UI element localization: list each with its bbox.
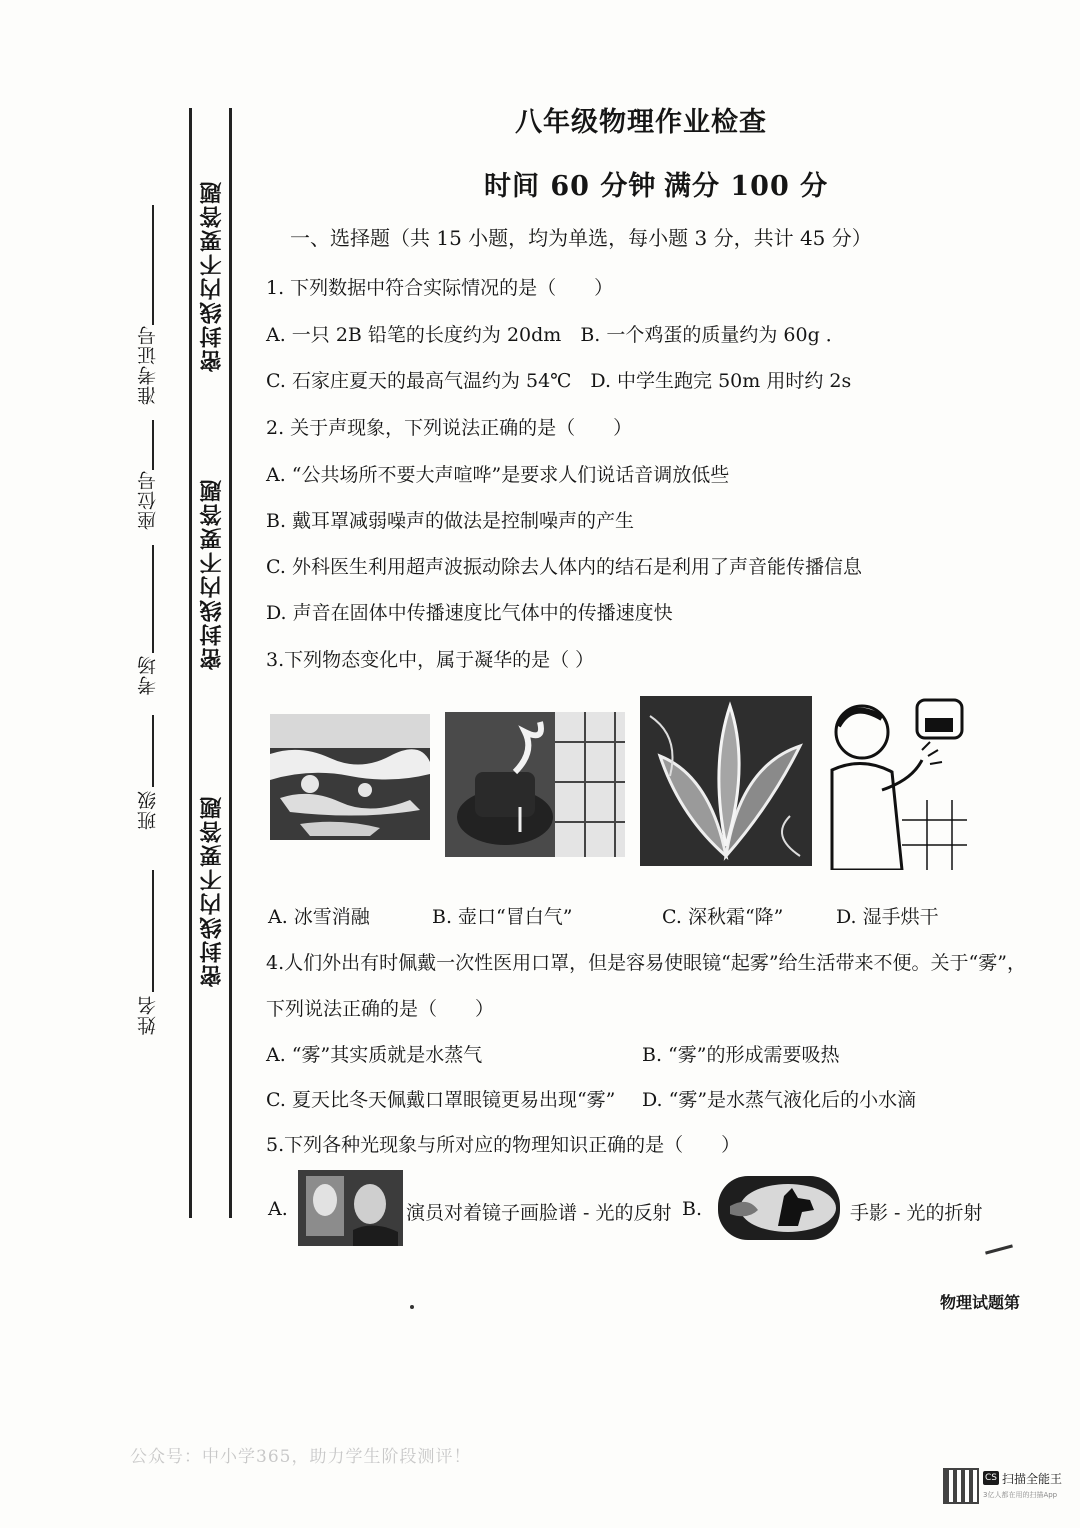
section-heading: 一、选择题（共 15 小题，均为单选，每小题 3 分，共计 45 分） [290,226,872,250]
kettle-steam-image [445,712,625,857]
scanner-badge [945,1468,1065,1506]
exam-number-label: 准考证号 [137,325,159,405]
hand-dryer-image [822,690,967,870]
q2-option-a: A. “公共场所不要大声喧哗”是要求人们说话音调放低些 [266,464,730,486]
q5-option-a-text: 演员对着镜子画脸谱 - 光的反射 [406,1202,672,1224]
page-footer: 物理试题第 [940,1293,1021,1312]
q3-option-a: A. 冰雪消融 [268,906,370,928]
seat-number-blank [152,420,154,470]
q3-option-c: C. 深秋霜“降” [662,906,784,928]
q4-stem-line1: 4.人们外出有时佩戴一次性医用口罩，但是容易使眼镜“起雾”给生活带来不便。关于“雾”， [266,952,1026,974]
q4-option-b: B. “雾”的形成需要吸热 [642,1044,840,1066]
full-score: 满分 100 分 [664,171,829,202]
hand-shadow-image [718,1176,840,1240]
q2-option-b: B. 戴耳罩减弱噪声的做法是控制噪声的产生 [266,510,635,532]
page-title: 八年级物理作业检查 [515,107,767,138]
scanner-app-name: 扫描全能王 [1002,1472,1063,1486]
frost-leaves-image [640,696,812,866]
scanner-app-tagline: 3亿人都在用的扫描App [983,1491,1058,1499]
q1-options-cd: C. 石家庄夏天的最高气温约为 54℃ D. 中学生跑完 50m 用时约 2s [266,370,852,392]
q1-stem: 1. 下列数据中符合实际情况的是（ ） [266,277,614,299]
exam-room-blank [152,545,154,653]
q4-stem-line2: 下列说法正确的是（ ） [266,998,495,1020]
q1-options-ab: A. 一只 2B 铅笔的长度约为 20dm B. 一个鸡蛋的质量约为 60g ． [266,324,845,346]
q2-option-d: D. 声音在固体中传播速度比气体中的传播速度快 [266,602,673,624]
seal-warning-2: 密封线内不要答题 [199,478,225,670]
class-blank [152,715,154,787]
melting-snow-image [270,714,430,840]
q4-option-d: D. “雾”是水蒸气液化后的小水滴 [642,1089,917,1111]
q2-stem: 2. 关于声现象，下列说法正确的是（ ） [266,417,633,439]
q3-option-d: D. 湿手烘干 [836,906,939,928]
seal-warning-1: 密封线内不要答题 [199,180,225,372]
seal-warning-3: 密封线内不要答题 [199,795,225,987]
opera-mirror-image [298,1170,403,1246]
q5-option-b-label: B. [682,1198,703,1220]
cs-logo-icon: CS [985,1473,997,1483]
class-label: 班级 [137,790,159,830]
seal-line-right [229,108,232,1218]
seat-number-label: 座位号 [137,470,159,530]
q4-option-c: C. 夏天比冬天佩戴口罩眼镜更易出现“雾” [266,1089,616,1111]
q5-option-a-label: A. [268,1198,288,1220]
q3-option-b: B. 壶口“冒白气” [432,906,573,928]
watermark: 公众号：中小学365，助力学生阶段测评！ [130,1447,472,1467]
exam-time: 时间 60 分钟 [484,171,657,202]
q5-option-b-text: 手影 - 光的折射 [850,1202,983,1224]
scan-speck [410,1305,414,1309]
qr-code-icon [945,1470,977,1502]
exam-number-blank [152,205,154,325]
name-blank [152,870,154,992]
seal-line-left [189,108,192,1218]
exam-room-label: 考场 [137,655,159,695]
q4-option-a: A. “雾”其实质就是水蒸气 [266,1044,483,1066]
scan-speck [985,1244,1013,1254]
binding-margin [0,0,240,1300]
q2-option-c: C. 外科医生利用超声波振动除去人体内的结石是利用了声音能传播信息 [266,556,862,578]
name-label: 姓名 [137,995,159,1035]
q5-stem: 5.下列各种光现象与所对应的物理知识正确的是（ ） [266,1134,741,1156]
q3-stem: 3.下列物态变化中，属于凝华的是（ ） [266,649,595,671]
